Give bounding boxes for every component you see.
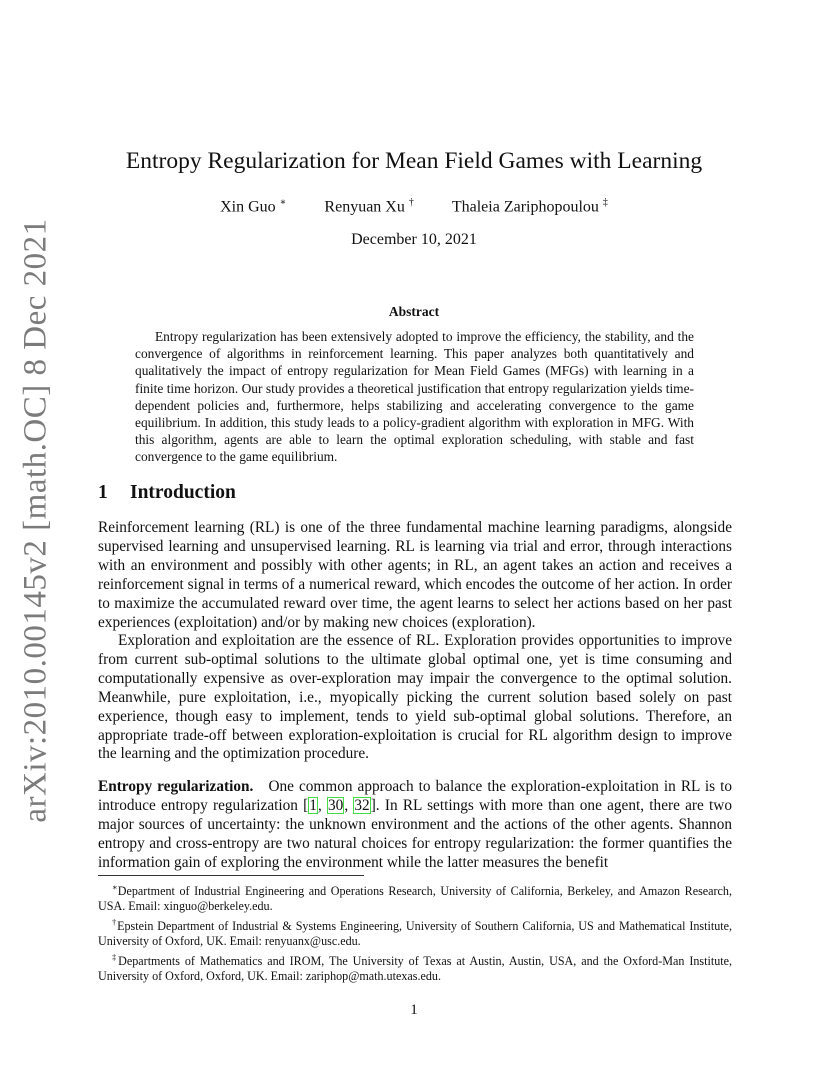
author-name: Xin Guo [220,198,276,216]
abstract-heading: Abstract [388,304,440,319]
abstract-text: Entropy regularization has been extensively adopted to improve the efficiency, the stability, and the convergence of algorithms in reinforcement learning. This paper analyzes both quantitatively and qualitatively the impact of entropy regularization for Mean Field Games (MFGs) with learning in a finite time horizon. Our study provides a theoretical justification that entropy regularization yields time-dependent policies and, furthermore, helps stabilizing and accelerating convergence to the game equilibrium. In addition, this study leads to a policy-gradient algorithm with exploration in MFG. With this algorithm, agents are able to learn the optimal exploration scheduling, with stable and fast convergence to the game equilibrium. [135,329,694,465]
paragraph-text: ]. In RL settings with more than one agent, there are two major sources of uncertainty: the unknown environment and the actions of the other agents. Shannon entropy and cross-entropy are two natural choices for entropy regularization: the former quantifies the information gain of exploring the environment while the latter measures the benefit [98,796,732,871]
arxiv-identifier[interactable]: arXiv:2010.00145v2 [math.OC] 8 Dec 2021 [17,217,54,823]
publication-date: December 10, 2021 [351,231,477,248]
footnote-mark: ‡ [112,951,119,962]
footnote-text: Departments of Mathematics and IROM, The University of Texas at Austin, Austin, USA, and the Oxford-Man Institute, University of Oxford, Oxford, UK. Email: zariphop@math.utexas.edu. [98,953,733,984]
author-list [0,197,828,216]
section-heading [98,482,236,504]
footnote-mark: † [112,916,118,927]
arxiv-identifier-margin [8,217,64,823]
footnote-mark[interactable]: ∗ [279,197,287,208]
section-title: Introduction [130,482,236,503]
body-paragraph: Reinforcement learning (RL) is one of the three fundamental machine learning paradigms, alongside supervised learning and unsupervised learning. RL is learning via trial and error, through interactions with an environment and possibly with other agents; in RL, an agent takes an action and receives a reinforcement signal in terms of a numerical reward, which encodes the outcome of her action. In order to maximize the accumulated reward over time, the agent learns to select her actions based on her past experiences (exploitation) and/or by making new choices (exploration). [98,519,732,631]
author [220,197,286,216]
section-number: 1 [98,482,108,503]
footnote [98,880,732,915]
entropy-regularization-paragraph: Entropy regularization. One common approach to balance the exploration-exploitation in RL is to introduce entropy regularization [1, 30, 32]. In RL settings with more than one agent, there are two major sources of uncertainty: the unknown environment and the actions of the other agents. Shannon entropy and cross-entropy are two natural choices for entropy regularization: the former quantifies the information gain of exploring the environment while the latter measures the benefit [98,778,732,871]
author [452,197,608,216]
footnote [98,950,732,985]
footnote-text: Epstein Department of Industrial & Systems Engineering, University of Southern California, US and Mathematical Institute, University of Oxford, UK. Email: renyuanx@usc.edu. [98,918,732,949]
footnotes [98,880,732,985]
body-paragraph: Exploration and exploitation are the essence of RL. Exploration provides opportunities to improve from current sub-optimal solutions to the ultimate global optimal one, yet is time consuming and computationally expensive as over-exploration may impair the convergence to the optimal solution. Meanwhile, pure exploitation, i.e., myopically picking the current solution based solely on past experience, though easy to implement, tends to yield sub-optimal global solutions. Therefore, an appropriate trade-off between exploration-exploitation is crucial for RL algorithm design to improve the learning and the optimization procedure. [98,632,732,763]
footnote-mark[interactable]: ‡ [602,197,608,208]
footnote [98,915,732,950]
citation-link[interactable]: 30 [328,796,344,814]
paper-title: Entropy Regularization for Mean Field Games with Learning [125,148,703,174]
footnote-text: Department of Industrial Engineering and Operations Research, University of California, Berkeley, and Amazon Research, USA. Email: xinguo@berkeley.edu. [98,884,732,914]
citation-link[interactable]: 32 [354,796,370,814]
author-name: Thaleia Zariphopoulou [451,198,599,216]
footnote-divider [98,875,364,876]
paragraph-run-in-heading: Entropy regularization. [98,778,254,795]
author-name: Renyuan Xu [324,198,405,216]
footnote-mark: ∗ [112,882,118,892]
footnote-mark[interactable]: † [408,197,414,208]
author [324,197,413,216]
paragraph-text: One common approach to balance the exploration-exploitation in RL is to introduce entropy regularization [ [98,778,732,814]
page-number: 1 [410,1002,418,1018]
citation-link[interactable]: 1 [309,796,317,814]
